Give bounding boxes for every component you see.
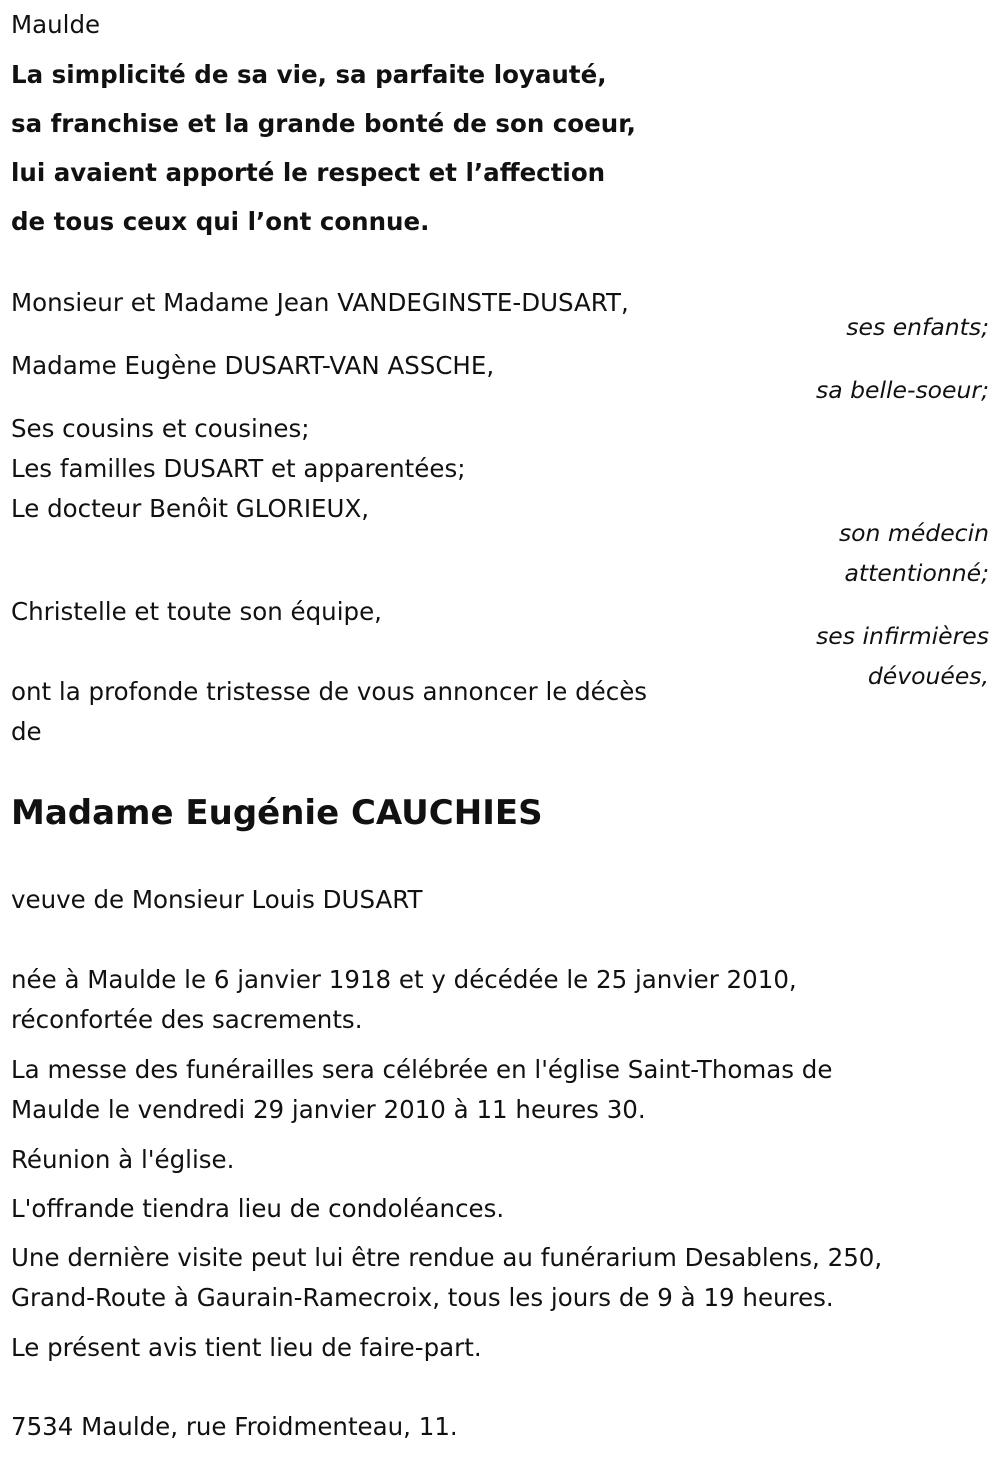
quote-line: de tous ceux qui l’ont connue. [11, 207, 430, 236]
announcement-line: de [11, 717, 42, 746]
children-role: ses enfants; [846, 313, 989, 341]
location: Maulde [11, 10, 101, 39]
birth-death-line: née à Maulde le 6 janvier 1918 et y décédée le 25 janvier 2010, [11, 965, 797, 994]
doctor-name: Le docteur Benôit GLORIEUX, [11, 494, 370, 523]
quote-line: La simplicité de sa vie, sa parfaite loyauté, [11, 60, 607, 89]
cousins: Ses cousins et cousines; [11, 414, 310, 443]
offering: L'offrande tiendra lieu de condoléances. [11, 1194, 505, 1223]
children-name: Monsieur et Madame Jean VANDEGINSTE-DUSART, [11, 288, 629, 317]
mass-line: Maulde le vendredi 29 janvier 2010 à 11 heures 30. [11, 1095, 646, 1124]
visit-line: Grand-Route à Gaurain-Ramecroix, tous les jours de 9 à 19 heures. [11, 1283, 834, 1312]
nurses-role: ses infirmières [816, 622, 989, 650]
widow-of: veuve de Monsieur Louis DUSART [11, 885, 423, 914]
birth-death-line: réconfortée des sacrements. [11, 1005, 363, 1034]
sister-in-law-name: Madame Eugène DUSART-VAN ASSCHE, [11, 351, 495, 380]
announcement-line: ont la profonde tristesse de vous annoncer le décès [11, 677, 648, 706]
visit-line: Une dernière visite peut lui être rendue au funérarium Desablens, 250, [11, 1243, 883, 1272]
families: Les familles DUSART et apparentées; [11, 454, 466, 483]
deceased-name: Madame Eugénie CAUCHIES [11, 793, 543, 833]
sister-in-law-role: sa belle-soeur; [815, 376, 989, 404]
doctor-role: son médecin [838, 519, 989, 547]
doctor-role: attentionné; [844, 559, 989, 587]
nurses-role: dévouées, [867, 662, 989, 690]
address: 7534 Maulde, rue Froidmenteau, 11. [11, 1412, 458, 1441]
notice: Le présent avis tient lieu de faire-part. [11, 1333, 482, 1362]
nurses-name: Christelle et toute son équipe, [11, 597, 382, 626]
quote-line: lui avaient apporté le respect et l’affection [11, 158, 606, 187]
meeting: Réunion à l'église. [11, 1145, 235, 1174]
quote-line: sa franchise et la grande bonté de son coeur, [11, 109, 636, 138]
mass-line: La messe des funérailles sera célébrée en l'église Saint-Thomas de [11, 1055, 833, 1084]
